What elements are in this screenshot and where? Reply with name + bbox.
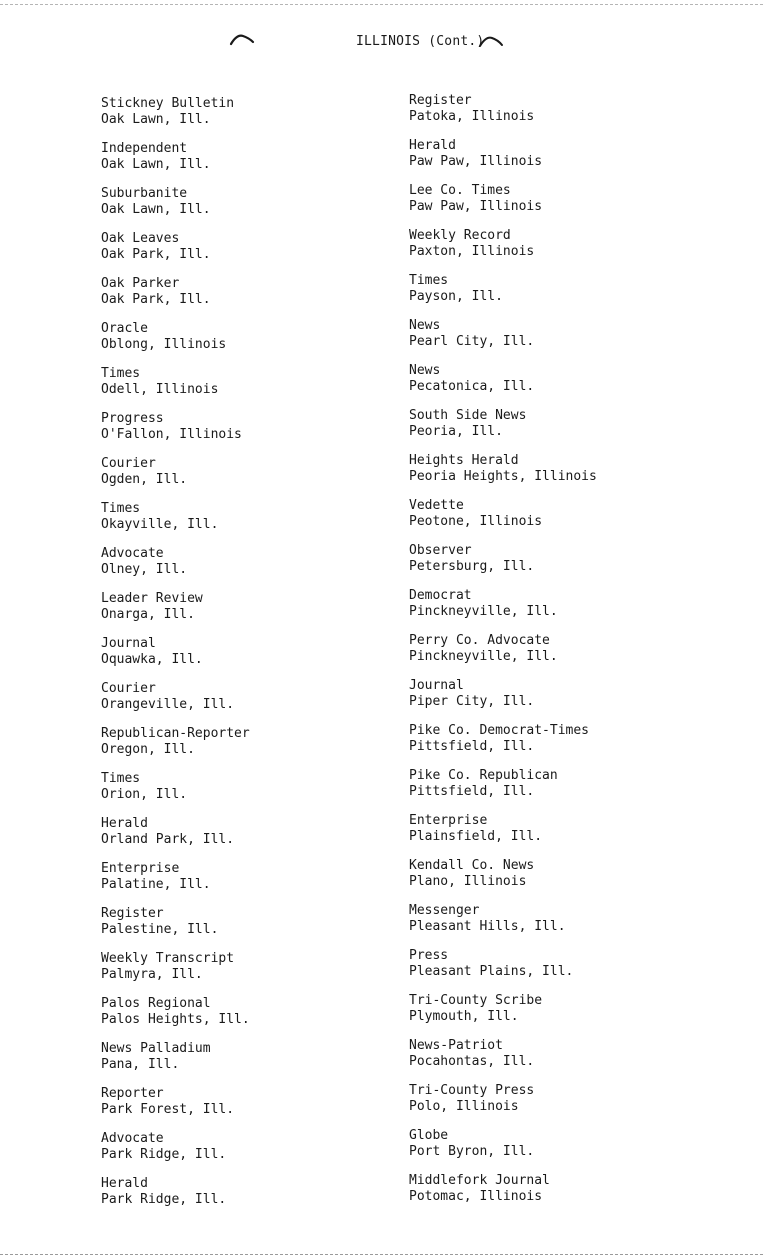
newspaper-name: Middlefork Journal xyxy=(409,1173,550,1188)
newspaper-entry xyxy=(409,453,709,498)
newspaper-entry xyxy=(101,591,401,636)
top-dashed-rule xyxy=(0,4,763,5)
newspaper-entry xyxy=(409,678,709,723)
newspaper-name: News Palladium xyxy=(101,1041,211,1056)
newspaper-name: Herald xyxy=(101,816,148,831)
newspaper-name: Pike Co. Democrat-Times xyxy=(409,723,590,738)
newspaper-location: Port Byron, Ill. xyxy=(409,1143,535,1159)
newspaper-location: Piper City, Ill. xyxy=(409,693,535,709)
newspaper-location: Payson, Ill. xyxy=(409,288,503,304)
newspaper-name: Republican-Reporter xyxy=(101,726,250,741)
newspaper-name: Times xyxy=(101,771,141,786)
newspaper-name: Oak Leaves xyxy=(101,231,180,246)
newspaper-location: Palestine, Ill. xyxy=(101,921,219,937)
newspaper-entry xyxy=(101,1086,401,1131)
newspaper-location: Plano, Illinois xyxy=(409,873,527,889)
newspaper-name: Journal xyxy=(409,678,464,693)
newspaper-entry xyxy=(101,771,401,816)
newspaper-name: Messenger xyxy=(409,903,480,918)
newspaper-name: Press xyxy=(409,948,449,963)
newspaper-location: Park Ridge, Ill. xyxy=(101,1146,227,1162)
newspaper-location: Petersburg, Ill. xyxy=(409,558,535,574)
newspaper-name: South Side News xyxy=(409,408,527,423)
newspaper-location: Park Ridge, Ill. xyxy=(101,1191,227,1207)
newspaper-name: Enterprise xyxy=(409,813,488,828)
newspaper-entry xyxy=(101,996,401,1041)
newspaper-name: Register xyxy=(409,93,472,108)
newspaper-entry xyxy=(409,93,709,138)
newspaper-name: Vedette xyxy=(409,498,464,513)
newspaper-location: O'Fallon, Illinois xyxy=(101,426,242,442)
newspaper-name: Register xyxy=(101,906,164,921)
newspaper-name: Pike Co. Republican xyxy=(409,768,558,783)
newspaper-location: Pleasant Plains, Ill. xyxy=(409,963,574,979)
newspaper-entry xyxy=(101,501,401,546)
bottom-dashed-rule xyxy=(0,1254,763,1255)
newspaper-entry xyxy=(101,951,401,996)
newspaper-entry xyxy=(409,318,709,363)
newspaper-entry xyxy=(409,138,709,183)
newspaper-entry xyxy=(101,1041,401,1086)
newspaper-entry xyxy=(409,498,709,543)
newspaper-entry xyxy=(101,546,401,591)
newspaper-name: Observer xyxy=(409,543,472,558)
newspaper-name: Advocate xyxy=(101,546,164,561)
newspaper-entry xyxy=(101,96,401,141)
newspaper-entry xyxy=(101,816,401,861)
newspaper-name: Times xyxy=(101,366,141,381)
newspaper-entry xyxy=(409,183,709,228)
newspaper-location: Pearl City, Ill. xyxy=(409,333,535,349)
newspaper-name: Times xyxy=(101,501,141,516)
newspaper-name: Tri-County Press xyxy=(409,1083,535,1098)
newspaper-location: Orangeville, Ill. xyxy=(101,696,235,712)
newspaper-name: Palos Regional xyxy=(101,996,211,1011)
newspaper-location: Pocahontas, Ill. xyxy=(409,1053,535,1069)
newspaper-location: Pinckneyville, Ill. xyxy=(409,648,558,664)
newspaper-location: Oregon, Ill. xyxy=(101,741,195,757)
newspaper-entry xyxy=(409,363,709,408)
newspaper-location: Pittsfield, Ill. xyxy=(409,783,535,799)
newspaper-entry xyxy=(409,903,709,948)
newspaper-entry xyxy=(409,768,709,813)
newspaper-entry xyxy=(101,321,401,366)
newspaper-name: Weekly Transcript xyxy=(101,951,235,966)
newspaper-location: Park Forest, Ill. xyxy=(101,1101,235,1117)
newspaper-location: Peoria, Ill. xyxy=(409,423,503,439)
newspaper-entry xyxy=(101,636,401,681)
newspaper-name: Weekly Record xyxy=(409,228,511,243)
left-column-listing xyxy=(101,96,401,1221)
newspaper-location: Pinckneyville, Ill. xyxy=(409,603,558,619)
newspaper-name: Courier xyxy=(101,681,156,696)
newspaper-location: Oblong, Illinois xyxy=(101,336,227,352)
newspaper-entry xyxy=(101,1131,401,1176)
newspaper-entry xyxy=(101,276,401,321)
newspaper-entry xyxy=(409,633,709,678)
newspaper-name: Reporter xyxy=(101,1086,164,1101)
newspaper-location: Patoka, Illinois xyxy=(409,108,535,124)
newspaper-entry xyxy=(409,813,709,858)
newspaper-name: Independent xyxy=(101,141,188,156)
newspaper-entry xyxy=(101,681,401,726)
newspaper-entry xyxy=(409,228,709,273)
newspaper-location: Plainsfield, Ill. xyxy=(409,828,543,844)
newspaper-location: Olney, Ill. xyxy=(101,561,188,577)
newspaper-name: Oracle xyxy=(101,321,148,336)
newspaper-location: Palmyra, Ill. xyxy=(101,966,203,982)
page-title: ILLINOIS (Cont.) xyxy=(356,34,485,49)
newspaper-location: Pleasant Hills, Ill. xyxy=(409,918,566,934)
newspaper-name: Stickney Bulletin xyxy=(101,96,235,111)
newspaper-name: Enterprise xyxy=(101,861,180,876)
newspaper-location: Odell, Illinois xyxy=(101,381,219,397)
newspaper-entry xyxy=(409,948,709,993)
newspaper-location: Peotone, Illinois xyxy=(409,513,543,529)
newspaper-entry xyxy=(409,1173,709,1218)
newspaper-entry xyxy=(409,993,709,1038)
newspaper-entry xyxy=(101,1176,401,1221)
newspaper-location: Peoria Heights, Illinois xyxy=(409,468,597,484)
newspaper-name: Journal xyxy=(101,636,156,651)
newspaper-location: Paw Paw, Illinois xyxy=(409,153,543,169)
newspaper-location: Oak Park, Ill. xyxy=(101,246,211,262)
newspaper-entry xyxy=(101,456,401,501)
newspaper-entry xyxy=(101,231,401,276)
newspaper-location: Pecatonica, Ill. xyxy=(409,378,535,394)
newspaper-entry xyxy=(101,906,401,951)
newspaper-location: Paw Paw, Illinois xyxy=(409,198,543,214)
newspaper-entry xyxy=(409,723,709,768)
newspaper-name: Progress xyxy=(101,411,164,426)
newspaper-entry xyxy=(409,543,709,588)
newspaper-location: Ogden, Ill. xyxy=(101,471,188,487)
newspaper-location: Potomac, Illinois xyxy=(409,1188,543,1204)
newspaper-location: Plymouth, Ill. xyxy=(409,1008,519,1024)
newspaper-location: Oak Park, Ill. xyxy=(101,291,211,307)
newspaper-entry xyxy=(409,408,709,453)
newspaper-location: Onarga, Ill. xyxy=(101,606,195,622)
newspaper-name: Perry Co. Advocate xyxy=(409,633,550,648)
newspaper-entry xyxy=(409,1128,709,1173)
handwritten-mark-right xyxy=(478,34,504,48)
newspaper-location: Pittsfield, Ill. xyxy=(409,738,535,754)
newspaper-entry xyxy=(101,366,401,411)
newspaper-name: Times xyxy=(409,273,449,288)
newspaper-entry xyxy=(409,1038,709,1083)
newspaper-location: Oak Lawn, Ill. xyxy=(101,201,211,217)
newspaper-name: Leader Review xyxy=(101,591,203,606)
newspaper-location: Orion, Ill. xyxy=(101,786,188,802)
newspaper-entry xyxy=(101,141,401,186)
handwritten-mark-left xyxy=(229,32,255,46)
newspaper-name: Advocate xyxy=(101,1131,164,1146)
newspaper-entry xyxy=(101,861,401,906)
newspaper-location: Pana, Ill. xyxy=(101,1056,180,1072)
newspaper-entry xyxy=(101,726,401,771)
newspaper-entry xyxy=(409,273,709,318)
newspaper-name: News xyxy=(409,318,441,333)
newspaper-name: Democrat xyxy=(409,588,472,603)
newspaper-location: Oak Lawn, Ill. xyxy=(101,111,211,127)
newspaper-name: Tri-County Scribe xyxy=(409,993,543,1008)
newspaper-name: Globe xyxy=(409,1128,449,1143)
newspaper-name: Suburbanite xyxy=(101,186,188,201)
newspaper-location: Orland Park, Ill. xyxy=(101,831,235,847)
newspaper-location: Oak Lawn, Ill. xyxy=(101,156,211,172)
newspaper-name: Oak Parker xyxy=(101,276,180,291)
newspaper-entry xyxy=(101,411,401,456)
newspaper-name: Lee Co. Times xyxy=(409,183,511,198)
newspaper-location: Okayville, Ill. xyxy=(101,516,219,532)
newspaper-entry xyxy=(409,858,709,903)
newspaper-name: News xyxy=(409,363,441,378)
newspaper-location: Palatine, Ill. xyxy=(101,876,211,892)
newspaper-location: Polo, Illinois xyxy=(409,1098,519,1114)
newspaper-entry xyxy=(409,588,709,633)
newspaper-entry xyxy=(409,1083,709,1128)
newspaper-name: Heights Herald xyxy=(409,453,519,468)
newspaper-name: Courier xyxy=(101,456,156,471)
newspaper-name: Herald xyxy=(409,138,456,153)
newspaper-name: Kendall Co. News xyxy=(409,858,535,873)
newspaper-location: Oquawka, Ill. xyxy=(101,651,203,667)
newspaper-name: News-Patriot xyxy=(409,1038,503,1053)
newspaper-location: Palos Heights, Ill. xyxy=(101,1011,250,1027)
newspaper-name: Herald xyxy=(101,1176,148,1191)
right-column-listing xyxy=(409,93,709,1218)
newspaper-location: Paxton, Illinois xyxy=(409,243,535,259)
newspaper-entry xyxy=(101,186,401,231)
